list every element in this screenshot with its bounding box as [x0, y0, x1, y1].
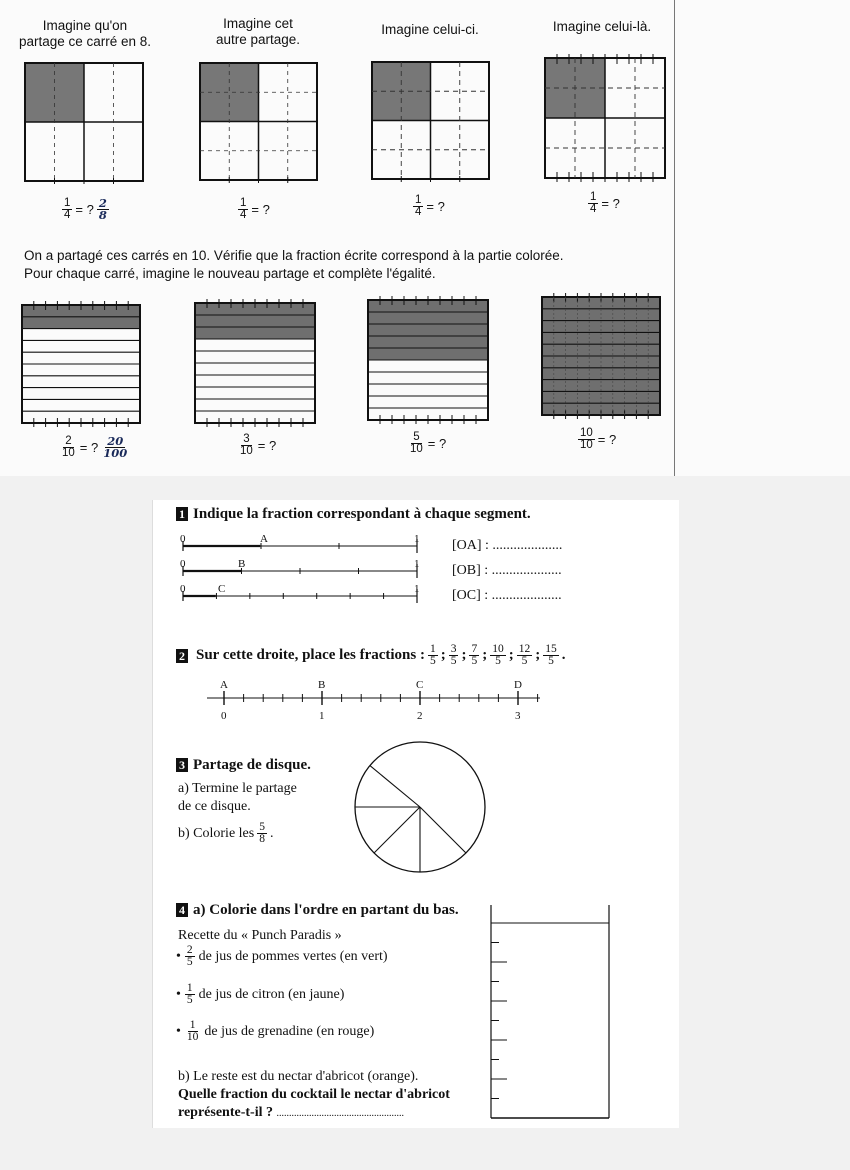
segment-3-start: 0 [180, 583, 186, 595]
handwritten-answer-tenths: $\frac{20}{100}$ [103, 434, 128, 460]
equality-tenths-3: $\frac{5}{10}$ = ? [410, 431, 447, 455]
caption-square-1: Imagine qu'on partage ce carré en 8. [18, 18, 152, 49]
cocktail-glass [491, 905, 609, 1118]
equality-tenths-1: $\frac{2}{10}$ = ? $\frac{20}{100}$ [62, 434, 128, 460]
quarter-squares [25, 54, 665, 184]
point-a: A [220, 679, 228, 691]
recipe-item-2: • $\frac{1}{5}$ de jus de citron (en jaune) [176, 982, 345, 1006]
equality-1: $\frac{1}{4}$ = ? $\frac{2}{8}$ [64, 196, 107, 222]
equality-2: $\frac{1}{4}$ = ? [240, 197, 270, 221]
exercise-3-a: a) Termine le partage de ce disque. [178, 781, 297, 814]
segment-2-end: 1 [414, 558, 420, 570]
handwritten-answer-1: $\frac{2}{8}$ [98, 196, 107, 222]
recipe-item-1: • $\frac{2}{5}$ de jus de pommes vertes (en vert) [176, 944, 388, 968]
caption-square-3: Imagine celui-ci. [381, 22, 479, 37]
exercise-1-title: 1 Indique la fraction correspondant à chaque segment. [176, 506, 531, 523]
exercise-4-question: Quelle fraction du cocktail le nectar d'abricot représente-t-il ? ................................................... [178, 1087, 450, 1120]
segment-2-point: B [238, 558, 246, 570]
shaded-tenths [195, 303, 315, 339]
answer-ob[interactable]: [OB] : .................... [452, 563, 562, 578]
exercise-3-b: b) Colorie les $\frac{5}{8}$ . [178, 821, 274, 845]
equality-4: $\frac{1}{4}$ = ? [590, 191, 620, 215]
answer-oa[interactable]: [OA] : .................... [452, 538, 563, 553]
answer-line[interactable]: ................................................... [276, 1108, 404, 1119]
equality-tenths-2: $\frac{3}{10}$ = ? [240, 433, 277, 457]
exercise-4-b: b) Le reste est du nectar d'abricot (orange). [178, 1069, 419, 1084]
answer-oc[interactable]: [OC] : .................... [452, 588, 562, 603]
segment-1-end: 1 [414, 533, 420, 545]
segment-1-start: 0 [180, 533, 186, 545]
point-c: C [416, 679, 424, 691]
tenth-squares [22, 293, 660, 427]
exercise-2-title: 2 Sur cette droite, place les fractions : $\frac{1}{5}$ ; $\frac{3}{5}$ ; $\frac{7}{5}$ ; $\frac{10}{5}$ ; $\frac{12}{5}$ ; $\frac{15}{5}$ . [176, 644, 565, 667]
tick-3: 3 [515, 710, 521, 722]
segment-2-start: 0 [180, 558, 186, 570]
equality-tenths-4: $\frac{10}{10}$ = ? [580, 427, 617, 451]
exercise-3-title: 3 Partage de disque. [176, 757, 311, 774]
point-d: D [514, 679, 522, 691]
segment-3-point: C [218, 583, 226, 595]
shaded-tenths [368, 300, 488, 360]
tick-0: 0 [221, 710, 227, 722]
caption-square-2: Imagine cet autre partage. [215, 16, 301, 47]
recipe-title: Recette du « Punch Paradis » [178, 928, 342, 943]
segment-1-point: A [260, 533, 268, 545]
point-b: B [318, 679, 326, 691]
instruction-text: On a partagé ces carrés en 10. Vérifie que la fraction écrite correspond à la partie colorée. Pour chaque carré, imagine le nouveau partage et complète l'égalité. [24, 248, 564, 281]
caption-square-4: Imagine celui-là. [552, 19, 652, 34]
disk-drawing [355, 742, 485, 872]
number-line [207, 691, 540, 705]
recipe-item-3: • $\frac{1}{10}$ de jus de grenadine (en rouge) [176, 1019, 375, 1043]
equality-3: $\frac{1}{4}$ = ? [415, 194, 445, 218]
exercise-4-title: 4 a) Colorie dans l'ordre en partant du bas. [176, 902, 459, 919]
tick-2: 2 [417, 710, 423, 722]
segment-3-end: 1 [414, 583, 420, 595]
tick-1: 1 [319, 710, 325, 722]
